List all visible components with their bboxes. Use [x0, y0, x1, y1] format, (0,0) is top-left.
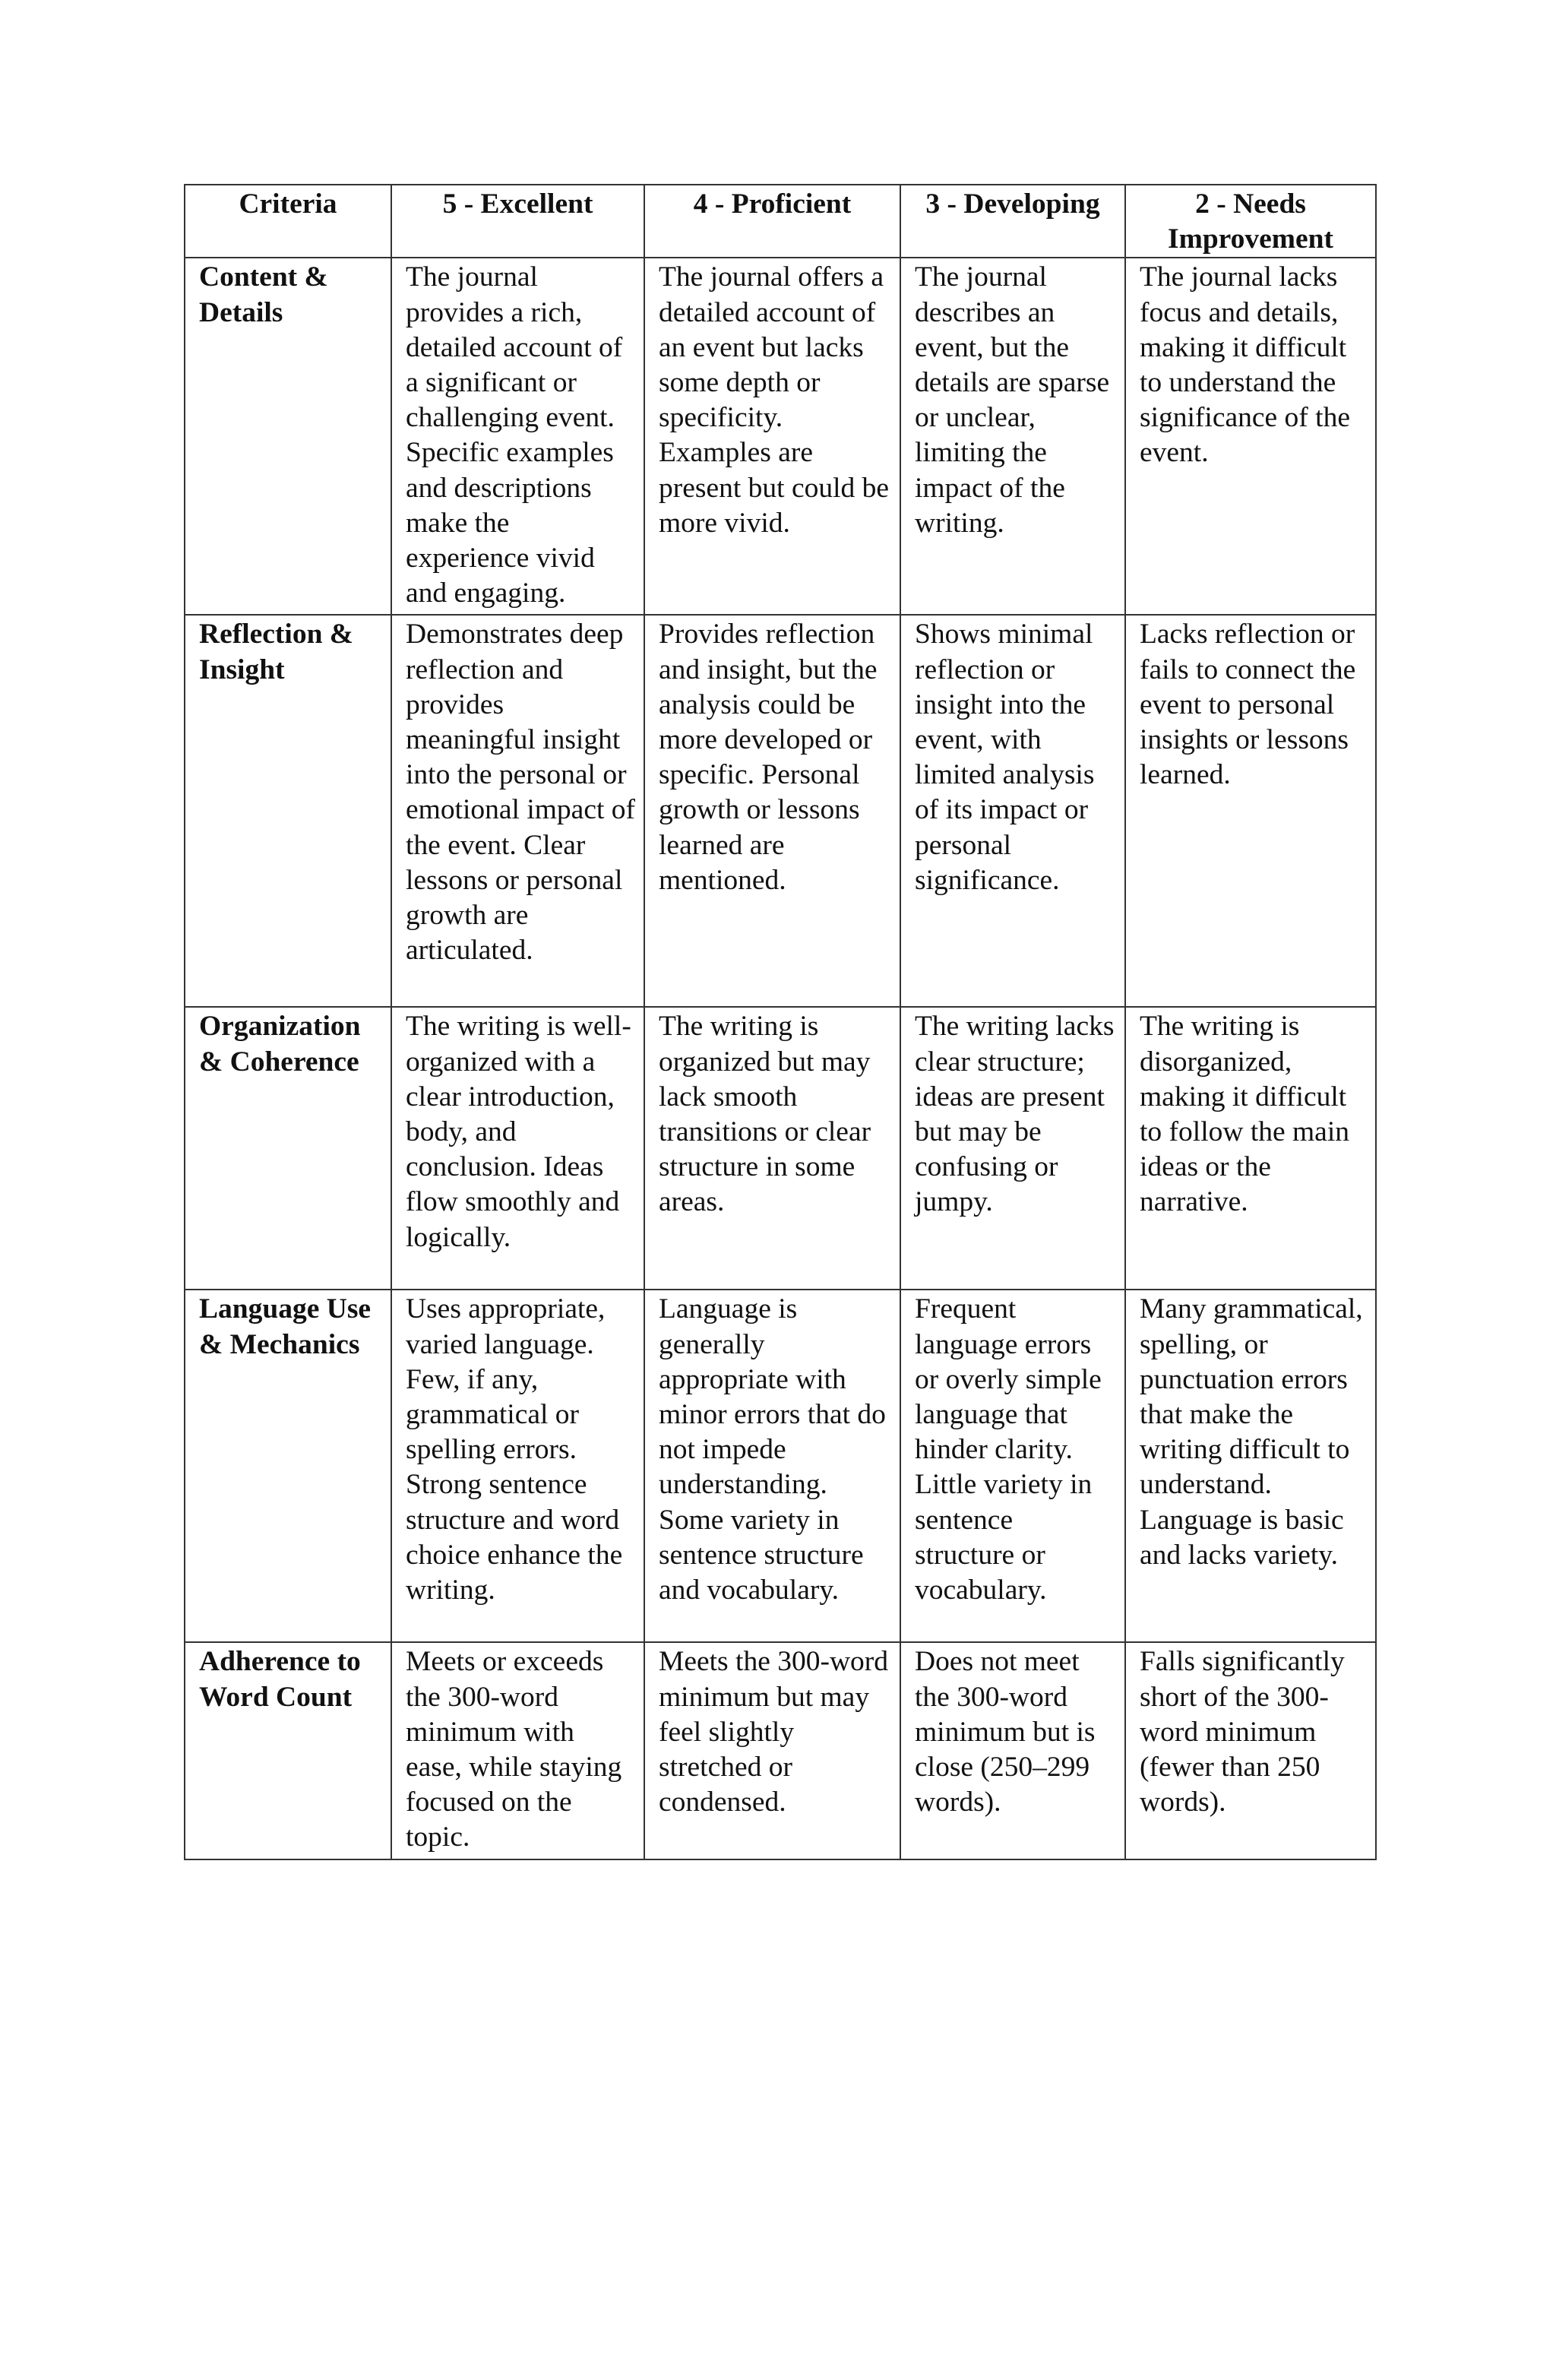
level-needs-improvement-cell: Falls significantly short of the 300-word minimum (fewer than 250 words). — [1125, 1642, 1376, 1859]
level-developing-cell: Shows minimal reflection or insight into the event, with limited analysis of its impact or personal significance. — [900, 615, 1125, 1007]
level-developing-cell: The journal describes an event, but the details are sparse or unclear, limiting the impact of the writing. — [900, 258, 1125, 615]
level-developing-cell: Does not meet the 300-word minimum but is close (250–299 words). — [900, 1642, 1125, 1859]
header-criteria: Criteria — [185, 185, 391, 258]
level-excellent-cell: The journal provides a rich, detailed account of a significant or challenging event. Specific examples and descriptions make the experience vivid and engaging. — [391, 258, 644, 615]
table-row — [185, 1642, 1376, 1859]
table-row — [185, 258, 1376, 615]
table-row — [185, 615, 1376, 1007]
level-proficient-cell: Meets the 300-word minimum but may feel slightly stretched or condensed. — [644, 1642, 900, 1859]
level-needs-improvement-cell: The writing is disorganized, making it difficult to follow the main ideas or the narrative. — [1125, 1007, 1376, 1290]
criteria-cell: Content & Details — [185, 258, 391, 615]
level-proficient-cell: The journal offers a detailed account of an event but lacks some depth or specificity. Examples are present but could be more vivid. — [644, 258, 900, 615]
header-needs-improvement: 2 - Needs Improvement — [1125, 185, 1376, 258]
level-needs-improvement-cell: The journal lacks focus and details, making it difficult to understand the significance of the event. — [1125, 258, 1376, 615]
criteria-cell: Language Use & Mechanics — [185, 1290, 391, 1642]
header-excellent: 5 - Excellent — [391, 185, 644, 258]
level-proficient-cell: Provides reflection and insight, but the analysis could be more developed or specific. Personal growth or lessons learned are mentioned. — [644, 615, 900, 1007]
level-proficient-cell: The writing is organized but may lack smooth transitions or clear structure in some areas. — [644, 1007, 900, 1290]
header-proficient: 4 - Proficient — [644, 185, 900, 258]
level-proficient-cell: Language is generally appropriate with minor errors that do not impede understanding. Some variety in sentence structure and vocabulary. — [644, 1290, 900, 1642]
level-excellent-cell: The writing is well-organized with a clear introduction, body, and conclusion. Ideas flow smoothly and logically. — [391, 1007, 644, 1290]
criteria-cell: Adherence to Word Count — [185, 1642, 391, 1859]
table-row — [185, 1007, 1376, 1290]
level-needs-improvement-cell: Many grammatical, spelling, or punctuation errors that make the writing difficult to understand. Language is basic and lacks variety. — [1125, 1290, 1376, 1642]
level-excellent-cell: Demonstrates deep reflection and provides meaningful insight into the personal or emotional impact of the event. Clear lessons or personal growth are articulated. — [391, 615, 644, 1007]
level-developing-cell: Frequent language errors or overly simple language that hinder clarity. Little variety in sentence structure or vocabulary. — [900, 1290, 1125, 1642]
rubric-table — [184, 184, 1377, 1860]
header-developing: 3 - Developing — [900, 185, 1125, 258]
table-header-row — [185, 185, 1376, 258]
criteria-cell: Organization & Coherence — [185, 1007, 391, 1290]
level-developing-cell: The writing lacks clear structure; ideas are present but may be confusing or jumpy. — [900, 1007, 1125, 1290]
criteria-cell: Reflection & Insight — [185, 615, 391, 1007]
table-row — [185, 1290, 1376, 1642]
level-needs-improvement-cell: Lacks reflection or fails to connect the event to personal insights or lessons learned. — [1125, 615, 1376, 1007]
level-excellent-cell: Uses appropriate, varied language. Few, if any, grammatical or spelling errors. Strong sentence structure and word choice enhance the writing. — [391, 1290, 644, 1642]
level-excellent-cell: Meets or exceeds the 300-word minimum with ease, while staying focused on the topic. — [391, 1642, 644, 1859]
